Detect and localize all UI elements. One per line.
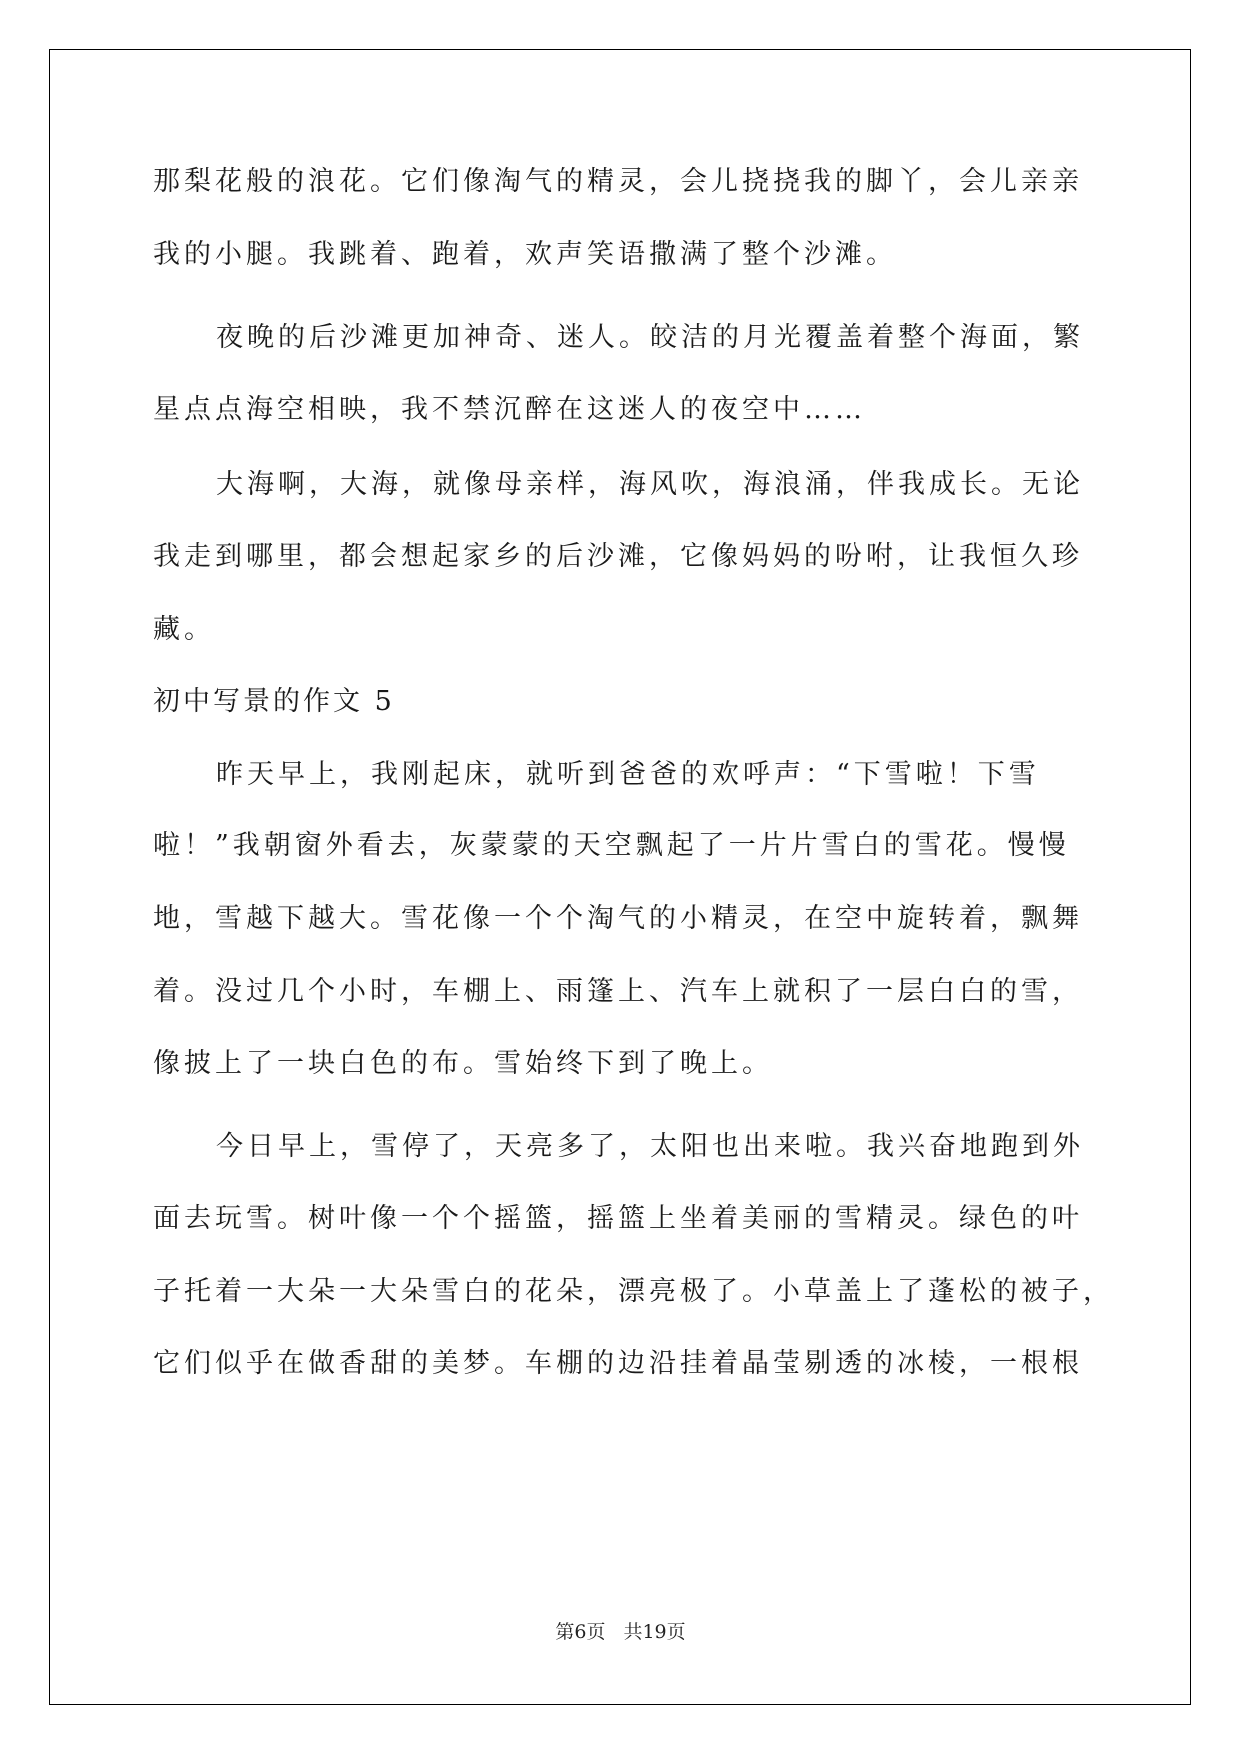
text-line: 星点点海空相映，我不禁沉醉在这迷人的夜空中…… [153,394,866,425]
text-line: 我的小腿。我跳着、跑着，欢声笑语撒满了整个沙滩。 [153,239,897,270]
paragraph-start-line: 大海啊，大海，就像母亲样，海风吹，海浪涌，伴我成长。无论 [216,469,1084,500]
text-line: 像披上了一块白色的布。雪始终下到了晚上。 [153,1048,773,1079]
paragraph-start-line: 夜晚的后沙滩更加神奇、迷人。皎洁的月光覆盖着整个海面，繁 [216,322,1084,353]
page-footer [0,1620,1241,1644]
text-line: 藏。 [153,614,215,645]
section-heading: 初中写景的作文 5 [153,686,395,717]
text-line: 那梨花般的浪花。它们像淘气的精灵，会儿挠挠我的脚丫，会儿亲亲 [153,166,1083,197]
text-line: 它们似乎在做香甜的美梦。车棚的边沿挂着晶莹剔透的冰棱，一根根 [153,1348,1083,1379]
text-line: 我走到哪里，都会想起家乡的后沙滩，它像妈妈的吩咐，让我恒久珍 [153,541,1083,572]
text-line: 地，雪越下越大。雪花像一个个淘气的小精灵，在空中旋转着，飘舞 [153,903,1083,934]
text-line: 着。没过几个小时，车棚上、雨篷上、汽车上就积了一层白白的雪， [153,976,1083,1007]
page-number: 第6页 [555,1621,606,1643]
paragraph-start-line: 昨天早上，我刚起床，就听到爸爸的欢呼声：“下雪啦！下雪 [216,759,1040,790]
text-line: 啦！”我朝窗外看去，灰蒙蒙的天空飘起了一片片雪白的雪花。慢慢 [153,830,1070,861]
paragraph-start-line: 今日早上，雪停了，天亮多了，太阳也出来啦。我兴奋地跑到外 [216,1131,1084,1162]
page-border [49,49,1191,1705]
page-total: 共19页 [623,1621,686,1643]
text-line: 子托着一大朵一大朵雪白的花朵，漂亮极了。小草盖上了蓬松的被子， [153,1276,1114,1307]
text-line: 面去玩雪。树叶像一个个摇篮，摇篮上坐着美丽的雪精灵。绿色的叶 [153,1203,1083,1234]
